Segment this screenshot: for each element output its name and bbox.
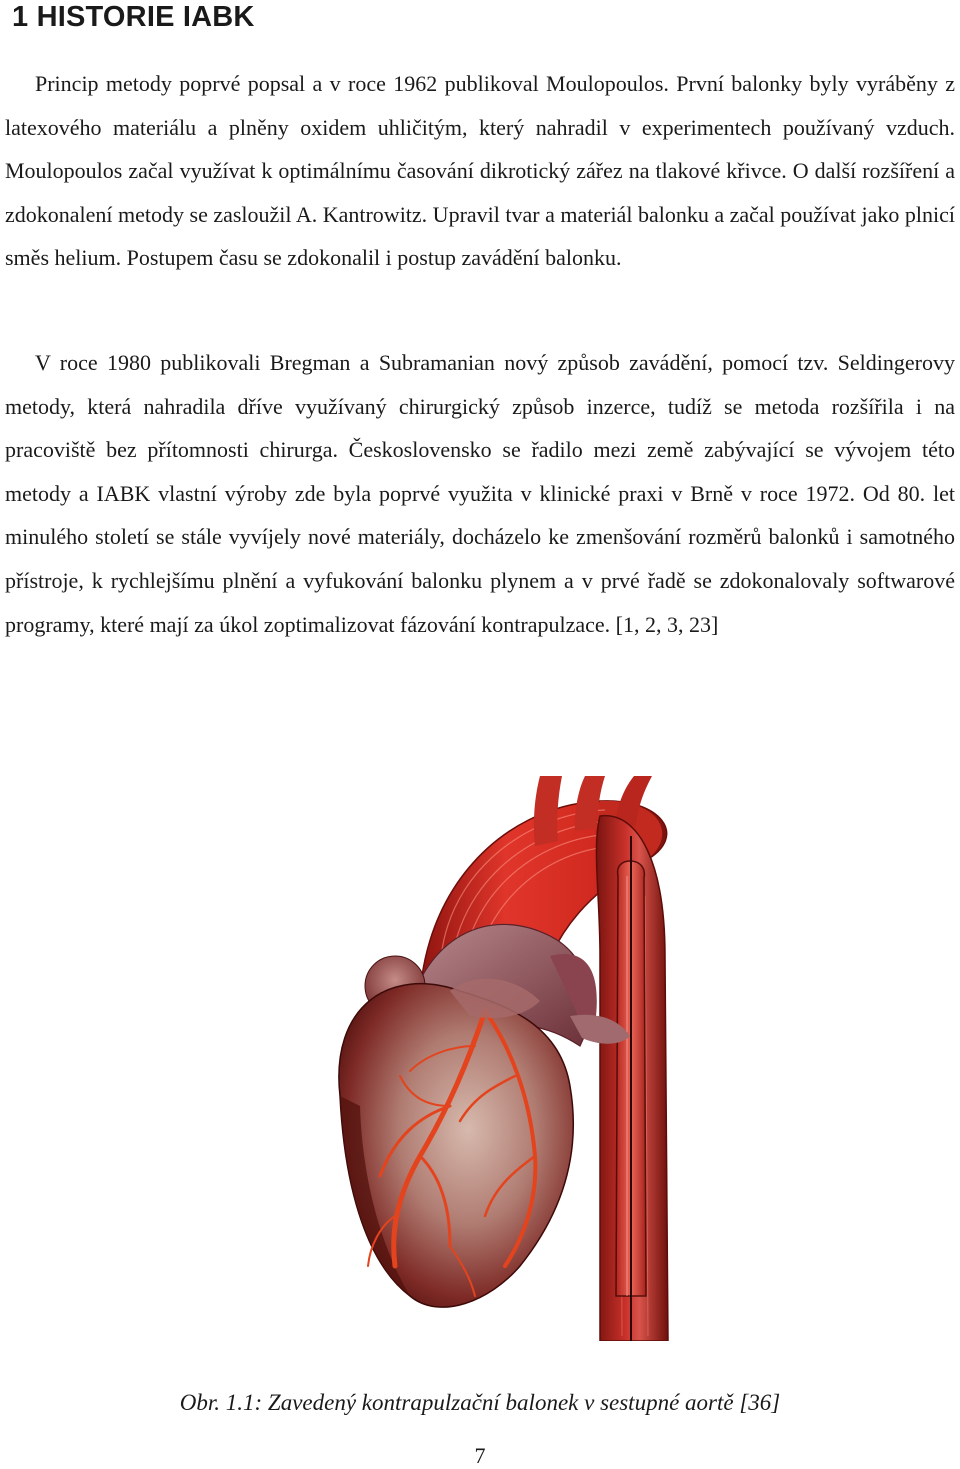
- figure-caption: Obr. 1.1: Zavedený kontrapulzační balonek v sestupné aortě [36]: [179, 1390, 781, 1415]
- heart-aorta-illustration: [300, 776, 960, 1341]
- page-number: 7: [474, 1443, 486, 1468]
- heart-aorta-image: [300, 776, 960, 1341]
- chapter-title: 1 HISTORIE IABK: [12, 1, 255, 33]
- paragraph-history-1: Princip metody poprvé popsal a v roce 1962 publikoval Moulopoulos. První balonky byly vyráběny z latexového materiálu a plněny oxidem uhličitým, který nahradil v experimentech používaný vzduch. Moulopoulos začal využívat k optimálnímu časování dikrotický zářez na tlakové křivce. O další rozšíření a zdokonalení metody se zasloužil A. Kantrowitz. Upravil tvar a materiál balonku a začal používat jako plnicí směs helium. Postupem času se zdokonalil i postup zavádění balonku.: [5, 71, 955, 271]
- paragraph-history-2: V roce 1980 publikovali Bregman a Subramanian nový způsob zavádění, pomocí tzv. Seldingerovy metody, která nahradila dříve využívaný chirurgický způsob inzerce, tudíž se metoda rozšířila i na pracoviště bez přítomnosti chirurga. Československo se řadilo mezi země zabývající se vývojem této metody a IABK vlastní výroby zde byla poprvé využita v klinické praxi v Brně v roce 1972. Od 80. let minulého století se stále vyvíjely nové materiály, docházelo ke zmenšování rozměrů balonků i samotného přístroje, k rychlejšímu plnění a vyfukování balonku plynem a v prvé řadě se zdokonalovaly softwarové programy, které mají za úkol zoptimalizovat fázování kontrapulzace. [1, 2, 3, 23]: [5, 350, 955, 637]
